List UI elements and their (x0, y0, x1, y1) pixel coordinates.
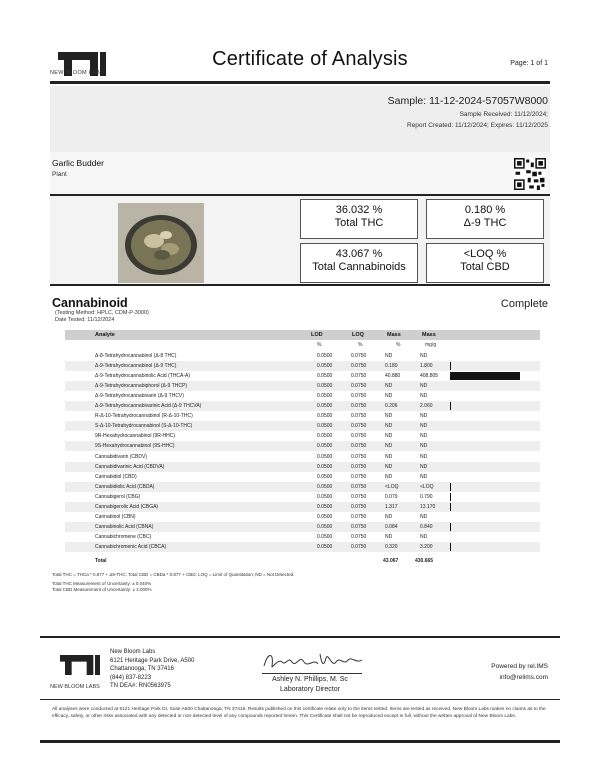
analyte-cell: Δ-9-Tetrahydrocannabiphorol (Δ-9 THCP) (95, 383, 187, 390)
signature-line (262, 673, 362, 674)
mass-pct-cell: ND (385, 463, 393, 470)
col-mass-pct: Mass (387, 332, 401, 338)
loq-cell: 0.0750 (351, 363, 367, 370)
powered-by-block (491, 661, 548, 683)
col-mass-mg: Mass (422, 332, 436, 338)
lod-cell: 0.0500 (317, 493, 333, 500)
product-band (50, 152, 550, 194)
footnote-definitions: Total THC = THCa * 0.877 + Δ9-THC; Total CBD = CBDa * 0.877 + CBD; LOQ = Limit of Quantitation; ND = Not Detected. (52, 572, 295, 577)
unit-mass-mg: mg/g (425, 342, 437, 348)
cannabinoid-status: Complete (500, 298, 548, 310)
lod-cell: 0.0500 (317, 533, 333, 540)
d9-thc-value: 0.180 % (464, 204, 506, 216)
table-row (65, 502, 540, 512)
mass-mg-cell: ND (420, 383, 428, 390)
loq-cell: 0.0750 (351, 383, 367, 390)
lod-cell: 0.0500 (317, 413, 333, 420)
lod-cell: 0.0500 (317, 423, 333, 430)
lod-cell: 0.0500 (317, 383, 333, 390)
footer-logo-text: NEW BLOOM LABS (50, 684, 100, 690)
table-row (65, 522, 540, 532)
mass-pct-cell: ND (385, 433, 393, 440)
loq-cell: 0.0750 (351, 503, 367, 510)
analyte-cell: Cannabichromene (CBC) (95, 533, 152, 540)
footer-divider-bottom (40, 699, 560, 700)
analyte-cell: 9R-Hexahydrocannabinol (9R-HHC) (95, 433, 176, 440)
product-name: Garlic Budder (52, 158, 104, 168)
testing-method (55, 310, 149, 324)
mass-pct-cell: <LOQ (385, 483, 399, 490)
footer-divider-top (40, 636, 560, 638)
loq-cell: 0.0750 (351, 353, 367, 359)
total-thc-value: 36.032 % (335, 204, 383, 216)
unit-lod: % (317, 342, 322, 348)
mass-mg-cell: ND (420, 433, 428, 440)
mass-mg-cell: 2.060 (420, 403, 433, 410)
table-row (65, 462, 540, 472)
mass-mg-cell: ND (420, 423, 428, 430)
col-loq: LOQ (352, 332, 364, 338)
analyte-cell: R-Δ-10-Tetrahydrocannabinol (R-Δ-10-THC) (95, 413, 193, 420)
document-title: Certificate of Analysis (212, 48, 408, 70)
table-row (65, 482, 540, 492)
page-number: Page: 1 of 1 (510, 60, 548, 67)
analyte-cell: Cannabidivarin (CBDV) (95, 453, 147, 460)
total-thc-card (300, 199, 418, 239)
mass-mg-cell: ND (420, 473, 428, 480)
unit-loq: % (358, 342, 363, 348)
table-row (65, 472, 540, 482)
d9-thc-card (426, 199, 544, 239)
total-cannabinoids-card (300, 243, 418, 283)
mass-mg-cell: 13.170 (420, 503, 436, 510)
loq-cell: 0.0750 (351, 423, 367, 430)
mass-mg-cell: ND (420, 533, 428, 540)
total-mg: 430.665 (415, 558, 434, 564)
total-label: Total (95, 558, 107, 564)
mass-mg-cell: ND (420, 353, 428, 359)
mass-pct-cell: ND (385, 443, 393, 450)
signer-title: Laboratory Director (280, 685, 340, 693)
new-bloom-labs-logo-icon (52, 44, 112, 84)
analyte-cell: Δ-9-Tetrahydrocannabinol (Δ-9 THC) (95, 363, 177, 370)
lod-cell: 0.0500 (317, 503, 333, 510)
d9-thc-label: Δ-9 THC (463, 217, 507, 229)
analyte-cell: Cannabinolic Acid (CBNA) (95, 523, 154, 530)
table-row (65, 391, 540, 401)
mass-mg-cell: 1.800 (420, 363, 433, 370)
loq-cell: 0.0750 (351, 403, 367, 410)
loq-cell: 0.0750 (351, 443, 367, 450)
footer-logo-icon (55, 648, 105, 682)
concentration-bar (450, 372, 520, 380)
address-line-2: Chattanooga, TN 37416 (110, 666, 174, 672)
lod-cell: 0.0500 (317, 353, 333, 359)
loq-cell: 0.0750 (351, 533, 367, 540)
table-row (65, 452, 540, 462)
footnote-cbd-uncertainty: Total CBD Measurement of Uncertainty: ± 2.000% (52, 587, 152, 592)
analyte-cell: Cannabinol (CBN) (95, 513, 136, 520)
total-cannabinoids-value: 43.067 % (335, 248, 383, 260)
mass-mg-cell: ND (420, 513, 428, 520)
analyte-cell: S-Δ-10-Tetrahydrocannabinol (S-Δ-10-THC) (95, 423, 193, 430)
total-cbd-card (426, 243, 544, 283)
mass-pct-cell: ND (385, 513, 393, 520)
mass-mg-cell: ND (420, 413, 428, 420)
loq-cell: 0.0750 (351, 463, 367, 470)
lod-cell: 0.0500 (317, 453, 333, 460)
page-bottom-rule (40, 740, 560, 743)
mass-pct-cell: 0.180 (385, 363, 398, 370)
mass-mg-cell: 0.790 (420, 493, 433, 500)
mass-mg-cell: 408.805 (420, 373, 439, 380)
mass-pct-cell: ND (385, 383, 393, 390)
cannabinoid-title: Cannabinoid (52, 296, 128, 310)
lod-cell: 0.0500 (317, 483, 333, 490)
analyte-cell: Δ-9-Tetrahydrocannabinolic Acid (THCA-A) (95, 373, 191, 380)
signature-icon (258, 648, 368, 674)
address-line-1: 6121 Heritage Park Drive, A500 (110, 657, 195, 664)
report-created: Report Created: 11/12/2024; Expires: 11/12/2025 (406, 122, 548, 129)
concentration-bar (450, 362, 451, 370)
product-type: Plant (52, 171, 67, 178)
lod-cell: 0.0500 (317, 363, 333, 370)
total-row (65, 556, 540, 566)
mass-mg-cell: ND (420, 463, 428, 470)
total-cannabinoids-label: Total Cannabinoids (312, 261, 406, 273)
product-photo (118, 203, 204, 283)
analyte-cell: Δ-9-Tetrahydrocannabivarin (Δ-9 THCV) (95, 393, 184, 400)
footnote-thc-uncertainty: Total THC Measurement of Uncertainty: ± 0.040% (52, 581, 152, 586)
mass-mg-cell: 3.200 (420, 543, 433, 550)
mass-mg-cell: <LOQ (420, 483, 434, 490)
header-logo-text: NEW BLOOM LABS (50, 70, 105, 76)
loq-cell: 0.0750 (351, 453, 367, 460)
concentration-bar (450, 402, 451, 410)
table-row (65, 411, 540, 421)
mass-pct-cell: 40.880 (385, 373, 401, 380)
concentration-bar (450, 483, 451, 491)
lab-dea: TN DEA#: RN0563975 (110, 683, 171, 689)
table-row (65, 512, 540, 522)
analyte-cell: Cannabidiol (CBD) (95, 473, 137, 480)
analyte-cell: Δ-8-Tetrahydrocannabinol (Δ-8 THC) (95, 353, 177, 359)
analyte-cell: Cannabichromenic Acid (CBCA) (95, 543, 167, 550)
lod-cell: 0.0500 (317, 403, 333, 410)
loq-cell: 0.0750 (351, 523, 367, 530)
lod-cell: 0.0500 (317, 393, 333, 400)
analyte-cell: Δ-9-Tetrahydrocannabivarinic Acid (Δ-9 THCVA) (95, 403, 202, 410)
table-row (65, 542, 540, 552)
analyte-cell: Cannabigerolic Acid (CBGA) (95, 503, 159, 510)
lod-cell: 0.0500 (317, 373, 333, 380)
mass-pct-cell: ND (385, 453, 393, 460)
unit-mass-pct: % (396, 342, 401, 348)
date-tested: Date Tested: 11/12/2024 (55, 317, 115, 323)
mass-mg-cell: ND (420, 443, 428, 450)
testing-method-text: (Testing Method: HPLC, CDM-P-3000) (55, 310, 149, 316)
table-row (65, 492, 540, 502)
loq-cell: 0.0750 (351, 473, 367, 480)
lod-cell: 0.0500 (317, 543, 333, 550)
loq-cell: 0.0750 (351, 493, 367, 500)
signer-name: Ashley N. Phillips, M. Sc (272, 676, 348, 683)
mass-pct-cell: 0.084 (385, 523, 398, 530)
sample-received: Sample Received: 11/12/2024; (459, 111, 548, 118)
loq-cell: 0.0750 (351, 543, 367, 550)
table-header (65, 330, 540, 340)
lab-name: New Bloom Labs (110, 649, 156, 655)
qr-code-icon (514, 158, 546, 190)
lod-cell: 0.0500 (317, 443, 333, 450)
total-cbd-label: Total CBD (460, 261, 510, 273)
mass-mg-cell: ND (420, 393, 428, 400)
total-cbd-value: <LOQ % (463, 248, 507, 260)
table-row (65, 401, 540, 411)
mass-pct-cell: ND (385, 353, 393, 359)
contact-email[interactable]: info@relims.com (499, 674, 548, 681)
mass-pct-cell: ND (385, 393, 393, 400)
mass-pct-cell: ND (385, 413, 393, 420)
table-row (65, 351, 540, 361)
table-row (65, 532, 540, 542)
total-pct: 43.067 (383, 558, 399, 564)
concentration-bar (450, 493, 451, 501)
loq-cell: 0.0750 (351, 513, 367, 520)
table-row (65, 441, 540, 451)
loq-cell: 0.0750 (351, 433, 367, 440)
analyte-cell: 9S-Hexahydrocannabinol (9S-HHC) (95, 443, 175, 450)
concentration-bar (450, 543, 451, 551)
loq-cell: 0.0750 (351, 483, 367, 490)
loq-cell: 0.0750 (351, 413, 367, 420)
mass-pct-cell: ND (385, 473, 393, 480)
powered-by: Powered by rel.IMS (491, 663, 548, 670)
loq-cell: 0.0750 (351, 373, 367, 380)
lod-cell: 0.0500 (317, 463, 333, 470)
mass-mg-cell: ND (420, 453, 428, 460)
lab-phone: (844) 837-8223 (110, 674, 152, 681)
mass-pct-cell: ND (385, 533, 393, 540)
mass-pct-cell: 0.206 (385, 403, 398, 410)
mass-pct-cell: ND (385, 423, 393, 430)
header-divider (50, 81, 550, 84)
analyte-cell: Cannabigerol (CBG) (95, 493, 141, 500)
analyte-cell: Cannabidiolic Acid (CBDA) (95, 483, 155, 490)
director-block (250, 675, 370, 694)
lod-cell: 0.0500 (317, 513, 333, 520)
table-row (65, 371, 540, 381)
mass-pct-cell: 0.079 (385, 493, 398, 500)
table-row (65, 381, 540, 391)
concentration-bar (450, 523, 451, 531)
lod-cell: 0.0500 (317, 433, 333, 440)
mass-mg-cell: 0.840 (420, 523, 433, 530)
analyte-cell: Cannabidivarinic Acid (CBDVA) (95, 463, 165, 470)
loq-cell: 0.0750 (351, 393, 367, 400)
lod-cell: 0.0500 (317, 473, 333, 480)
sample-id: Sample: 11-12-2024-57057W8000 (387, 95, 548, 107)
disclaimer-text: All analyses were conducted at 6121 Heritage Park Dr, Suite A500 Chattanooga, TN 37416. Results published on this certificate relate only to the items tested. Items are tested as received. New Bloom Labs makes no claims as to the efficacy, safety, or other risks associated with any detected or non-detected level of any compounds reported herein. This Certificate shall not be reproduced except in full, without the written approval of New Bloom Labs. (52, 707, 546, 719)
total-thc-label: Total THC (334, 217, 384, 229)
lab-address (110, 648, 194, 691)
lod-cell: 0.0500 (317, 523, 333, 530)
table-row (65, 361, 540, 371)
table-row (65, 421, 540, 431)
concentration-bar (450, 503, 451, 511)
mass-pct-cell: 0.320 (385, 543, 398, 550)
col-lod: LOD (311, 332, 323, 338)
table-row (65, 431, 540, 441)
col-analyte: Analyte (95, 332, 115, 338)
mass-pct-cell: 1.317 (385, 503, 398, 510)
